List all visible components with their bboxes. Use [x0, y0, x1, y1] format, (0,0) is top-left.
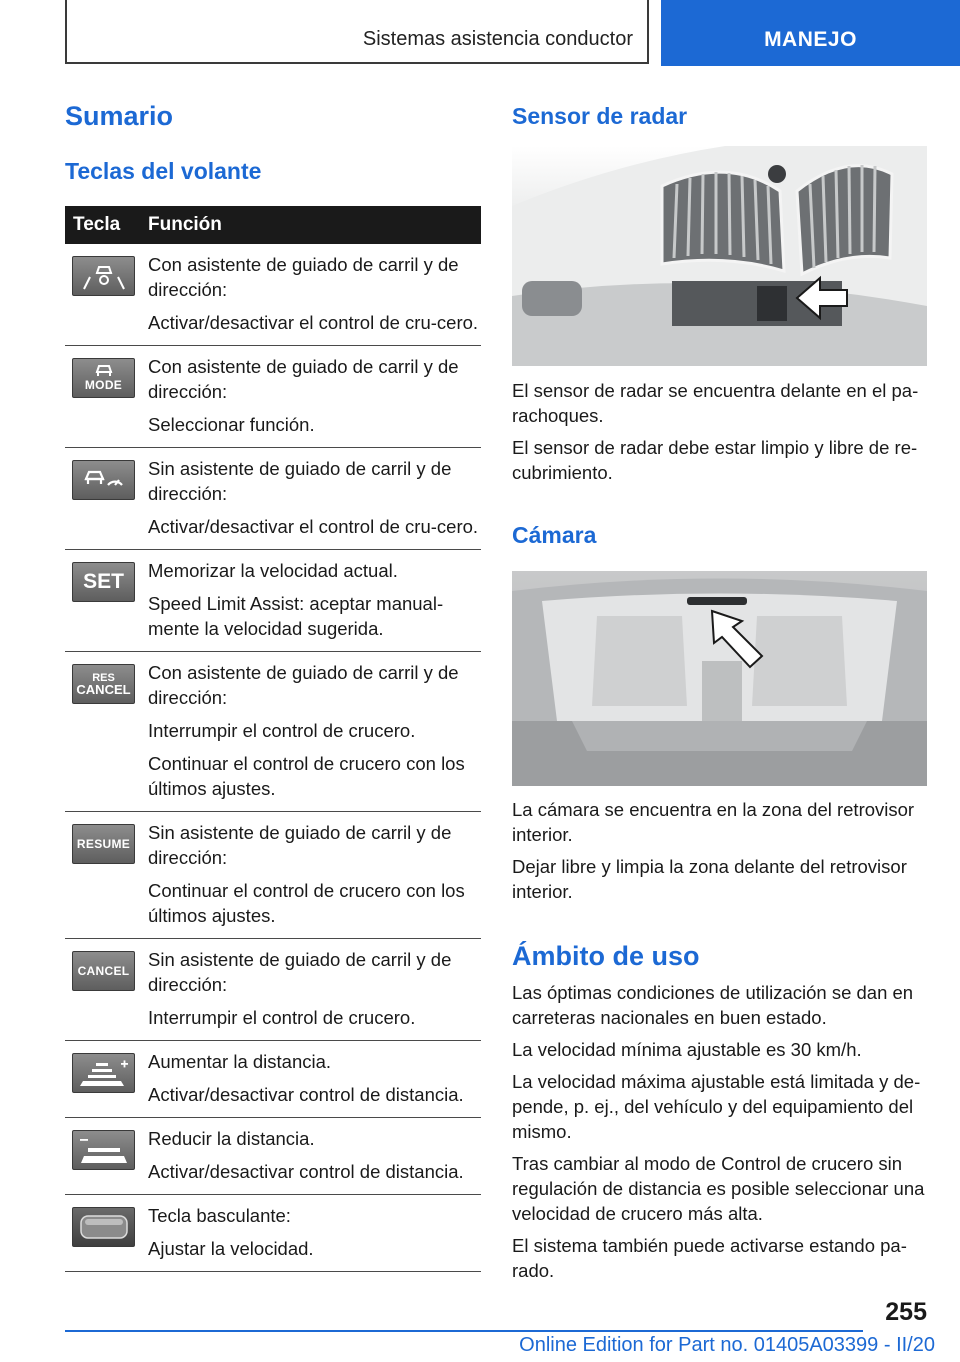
section-title-sumario: Sumario	[65, 101, 174, 131]
header-chapter-label: MANEJO	[764, 28, 857, 51]
camera-description	[512, 797, 930, 911]
row-text: Activar/desactivar el control de cru-cero.	[148, 312, 479, 333]
table-header	[65, 206, 481, 244]
table-row	[65, 1195, 481, 1272]
set-key-icon	[72, 562, 135, 602]
row-text: Con asistente de guiado de carril y de dirección:	[148, 356, 459, 402]
row-text: Tecla basculante:	[148, 1205, 291, 1226]
paragraph: El sistema también puede activarse estando pa-rado.	[512, 1235, 907, 1281]
radar-sensor-image	[512, 146, 927, 366]
row-text: Activar/desactivar control de distancia.	[148, 1161, 464, 1182]
subsection-title-teclas: Teclas del volante	[65, 158, 262, 184]
row-text: Interrumpir el control de crucero.	[148, 1007, 416, 1028]
distance-increase-icon	[72, 1053, 135, 1093]
paragraph: El sensor de radar se encuentra delante en el pa-rachoques.	[512, 380, 919, 426]
lane-assist-cruise-on-off-icon	[72, 256, 135, 296]
row-text: Continuar el control de crucero con los últimos ajustes.	[148, 880, 465, 926]
paragraph: El sensor de radar debe estar limpio y libre de re-cubrimiento.	[512, 437, 918, 483]
key-label: CANCEL	[77, 964, 130, 978]
resume-key-icon	[72, 824, 135, 864]
radar-description	[512, 378, 930, 492]
table-row	[65, 812, 481, 939]
key-label-top: RES	[92, 672, 115, 684]
table-row	[65, 939, 481, 1041]
table-row	[65, 1118, 481, 1195]
row-text: Sin asistente de guiado de carril y de dirección:	[148, 458, 452, 504]
row-text: Reducir la distancia.	[148, 1128, 315, 1149]
row-text: Seleccionar función.	[148, 414, 315, 435]
cruise-control-on-off-icon	[72, 460, 135, 500]
row-text: Activar/desactivar control de distancia.	[148, 1084, 464, 1105]
edition-note: Online Edition for Part no. 01405A03399 - II/20	[519, 1334, 935, 1356]
row-text: Sin asistente de guiado de carril y de dirección:	[148, 822, 452, 868]
table-row	[65, 448, 481, 550]
header-section-box	[65, 0, 649, 64]
paragraph: La velocidad mínima ajustable es 30 km/h.	[512, 1039, 862, 1060]
row-text: Sin asistente de guiado de carril y de dirección:	[148, 949, 452, 995]
row-text: Ajustar la velocidad.	[148, 1238, 314, 1259]
paragraph: Dejar libre y limpia la zona delante del retrovisor interior.	[512, 856, 907, 902]
page-header	[0, 0, 960, 66]
page-number: 255	[885, 1298, 927, 1326]
table-row	[65, 1041, 481, 1118]
key-label: MODE	[84, 378, 123, 392]
key-label: SET	[83, 570, 124, 593]
header-chapter-tab	[661, 0, 960, 66]
header-section-title: Sistemas asistencia conductor	[362, 28, 633, 50]
row-text: Con asistente de guiado de carril y de dirección:	[148, 254, 459, 300]
lane-assist-mode-icon	[72, 358, 135, 398]
row-text: Activar/desactivar el control de cru-cero.	[148, 516, 479, 537]
paragraph: La cámara se encuentra en la zona del retrovisor interior.	[512, 799, 915, 845]
row-text: Con asistente de guiado de carril y de dirección:	[148, 662, 459, 708]
paragraph: La velocidad máxima ajustable está limitada y de-pende, p. ej., del vehículo y del equipamiento del mismo.	[512, 1071, 921, 1142]
paragraph: Tras cambiar al modo de Control de crucero sin regulación de distancia es posible seleccionar una velocidad de crucero más alta.	[512, 1153, 925, 1224]
cancel-key-icon	[72, 951, 135, 991]
row-text: Continuar el control de crucero con los últimos ajustes.	[148, 753, 465, 799]
scope-description	[512, 980, 930, 1290]
key-label-bottom: CANCEL	[76, 682, 131, 697]
res-cancel-key-icon	[72, 664, 135, 704]
row-text: Speed Limit Assist: aceptar manual-mente la velocidad sugerida.	[148, 593, 444, 639]
footer-divider	[65, 1330, 863, 1332]
table-row	[65, 550, 481, 652]
paragraph: Las óptimas condiciones de utilización se dan en carreteras nacionales en buen estado.	[512, 982, 914, 1028]
section-title-camera: Cámara	[512, 522, 597, 548]
table-row	[65, 244, 481, 346]
row-text: Interrumpir el control de crucero.	[148, 720, 416, 741]
key-label: RESUME	[76, 837, 131, 851]
row-text: Memorizar la velocidad actual.	[148, 560, 398, 581]
table-row	[65, 346, 481, 448]
section-title-radar: Sensor de radar	[512, 103, 688, 129]
distance-decrease-icon	[72, 1130, 135, 1170]
camera-image	[512, 571, 927, 786]
column-header-function: Función	[148, 214, 222, 235]
column-header-key: Tecla	[73, 214, 121, 235]
row-text: Aumentar la distancia.	[148, 1051, 332, 1072]
rocker-switch-icon	[72, 1207, 135, 1247]
steering-keys-table	[65, 206, 481, 1272]
section-title-scope: Ámbito de uso	[512, 941, 700, 971]
table-row	[65, 652, 481, 812]
